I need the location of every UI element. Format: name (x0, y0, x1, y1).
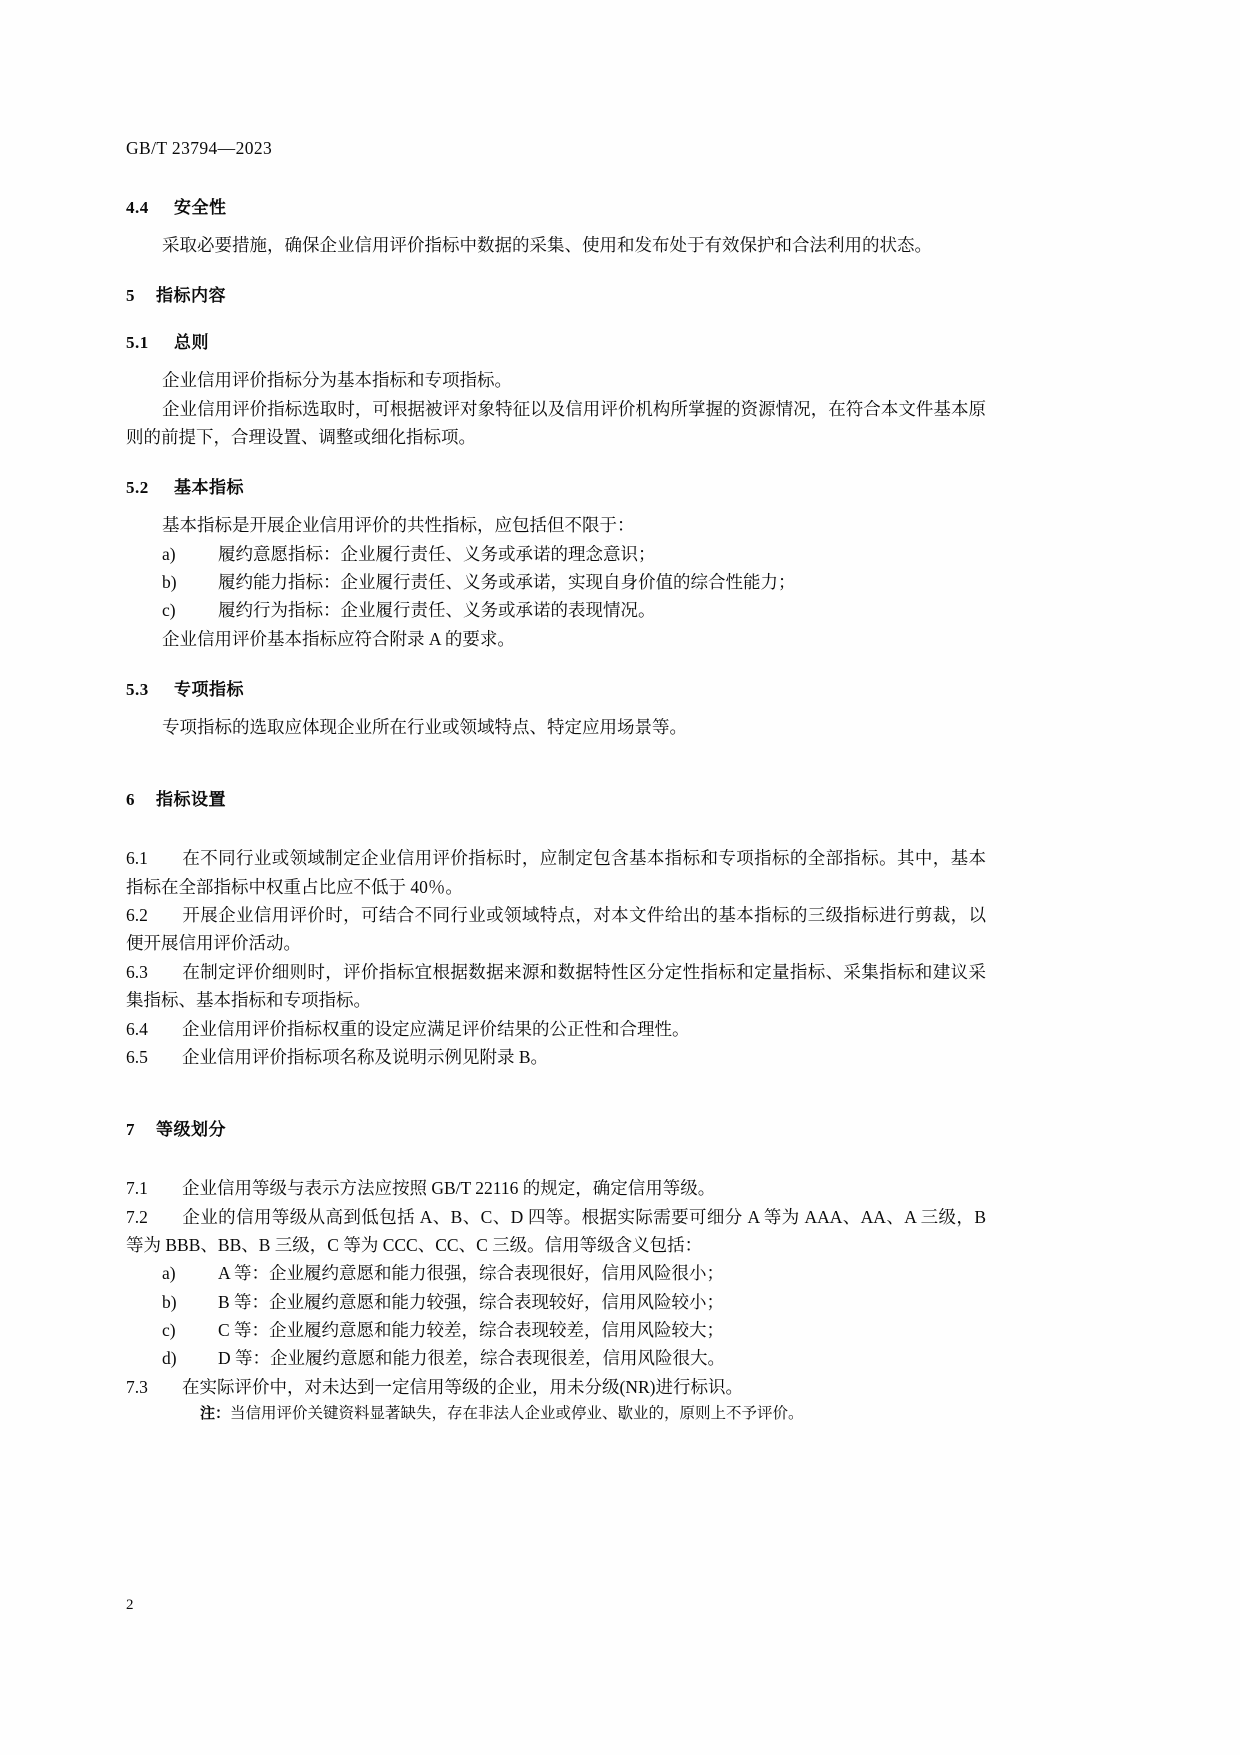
clause-text: 企业信用等级与表示方法应按照 GB/T 22116 的规定，确定信用等级。 (182, 1178, 716, 1199)
page-content (126, 0, 986, 1427)
clause-text: 在不同行业或领域制定企业信用评价指标时，应制定包含基本指标和专项指标的全部指标。其中，基本指标在全部指标中权重占比应不低于 40％。 (126, 848, 986, 897)
list-item (126, 1259, 986, 1287)
heading-5-number: 5 (126, 286, 135, 306)
heading-6 (126, 785, 986, 810)
list-item-text: C 等：企业履约意愿和能力较差，综合表现较差，信用风险较大； (218, 1319, 725, 1340)
clause-text: 在制定评价细则时，评价指标宜根据数据来源和数据特性区分定性指标和定量指标、采集指标和建议采集指标、基本指标和专项指标。 (126, 961, 986, 1011)
heading-4-4-number: 4.4 (126, 198, 149, 217)
heading-5-1 (126, 328, 986, 353)
clause-number: 6.2 (126, 905, 148, 926)
list-marker: a) (162, 1263, 176, 1284)
paragraph-5-2-lead: 基本指标是开展企业信用评价的共性指标，应包括但不限于： (162, 515, 635, 536)
list-item (126, 568, 986, 596)
list-marker: d) (162, 1348, 177, 1369)
clause-number: 7.3 (126, 1376, 148, 1397)
heading-7 (126, 1115, 986, 1140)
clause-6-5 (126, 1043, 986, 1071)
page-number: 2 (126, 1597, 134, 1613)
heading-6-title: 指标设置 (156, 790, 226, 811)
clause-number: 7.2 (126, 1206, 148, 1227)
list-item-text: 履约行为指标：企业履行责任、义务或承诺的表现情况。 (218, 600, 656, 621)
list-item (126, 540, 986, 568)
paragraph-5-1-1: 企业信用评价指标分为基本指标和专项指标。 (162, 370, 512, 391)
clause-number: 6.1 (126, 848, 148, 869)
paragraph-5-2-tail: 企业信用评价基本指标应符合附录 A 的要求。 (162, 628, 515, 649)
heading-5-3-number: 5.3 (126, 680, 149, 700)
clause-7-2 (126, 1203, 986, 1260)
standard-header: GB/T 23794—2023 (126, 138, 273, 158)
list-marker: c) (162, 600, 176, 621)
list-item-text: B 等：企业履约意愿和能力较强，综合表现较好，信用风险较小； (218, 1291, 725, 1312)
list-marker: a) (162, 543, 176, 564)
note-block (126, 1401, 986, 1427)
heading-5-2-title: 基本指标 (174, 478, 244, 499)
heading-5-3-title: 专项指标 (174, 680, 244, 701)
clause-text: 企业信用评价指标权重的设定应满足评价结果的公正性和合理性。 (182, 1018, 690, 1039)
heading-5-1-title: 总则 (174, 333, 209, 354)
heading-5-2-number: 5.2 (126, 478, 149, 498)
clause-text: 企业信用评价指标项名称及说明示例见附录 B。 (182, 1046, 549, 1067)
clause-7-3 (126, 1373, 986, 1401)
heading-5-1-number: 5.1 (126, 333, 149, 353)
clause-7-1 (126, 1174, 986, 1202)
note-label: 注： (200, 1403, 231, 1422)
list-item-text: 履约意愿指标：企业履行责任、义务或承诺的理念意识； (218, 543, 656, 564)
clause-number: 6.5 (126, 1046, 148, 1067)
clause-number: 6.4 (126, 1018, 148, 1039)
paragraph-4-4-1: 采取必要措施，确保企业信用评价指标中数据的采集、使用和发布处于有效保护和合法利用的状态。 (162, 235, 932, 255)
clause-number: 6.3 (126, 961, 148, 982)
heading-5 (126, 281, 986, 306)
heading-7-title: 等级划分 (156, 1120, 226, 1141)
heading-5-2 (126, 473, 986, 498)
paragraph-5-1-2: 企业信用评价指标选取时，可根据被评对象特征以及信用评价机构所掌握的资源情况，在符合本文件基本原则的前提下，合理设置、调整或细化指标项。 (126, 398, 986, 448)
clause-text: 开展企业信用评价时，可结合不同行业或领域特点，对本文件给出的基本指标的三级指标进行剪裁，以便开展信用评价活动。 (126, 905, 986, 954)
list-item (126, 1316, 986, 1344)
list-marker: b) (162, 1291, 177, 1312)
clause-6-2 (126, 901, 986, 958)
note-text: 当信用评价关键资料显著缺失，存在非法人企业或停业、歇业的，原则上不予评价。 (230, 1404, 804, 1422)
list-item (126, 1288, 986, 1316)
heading-5-title: 指标内容 (156, 286, 226, 307)
clause-text: 在实际评价中，对未达到一定信用等级的企业，用未分级(NR)进行标识。 (182, 1376, 743, 1397)
list-item-text: D 等：企业履约意愿和能力很差，综合表现很差，信用风险很大。 (218, 1348, 726, 1369)
heading-5-3 (126, 675, 986, 700)
list-item (126, 596, 986, 624)
list-item (126, 1344, 986, 1372)
list-marker: b) (162, 572, 177, 593)
clause-6-3 (126, 958, 986, 1015)
heading-4-4-title: 安全性 (174, 198, 227, 218)
paragraph-5-3-1: 专项指标的选取应体现企业所在行业或领域特点、特定应用场景等。 (162, 717, 687, 738)
list-item-text: 履约能力指标：企业履行责任、义务或承诺，实现自身价值的综合性能力； (218, 572, 796, 593)
list-marker: c) (162, 1319, 176, 1340)
clause-number: 7.1 (126, 1178, 148, 1199)
list-item-text: A 等：企业履约意愿和能力很强，综合表现很好，信用风险很小； (218, 1263, 725, 1284)
clause-text: 企业的信用等级从高到低包括 A、B、C、D 四等。根据实际需要可细分 A 等为 AAA、AA、A 三级，B 等为 BBB、BB、B 三级，C 等为 CCC、CC、C 三级。信用等级含义包括： (126, 1206, 986, 1255)
clause-6-1 (126, 844, 986, 901)
heading-7-number: 7 (126, 1120, 135, 1140)
heading-6-number: 6 (126, 790, 135, 810)
heading-4-4 (126, 193, 986, 218)
clause-6-4 (126, 1015, 986, 1043)
